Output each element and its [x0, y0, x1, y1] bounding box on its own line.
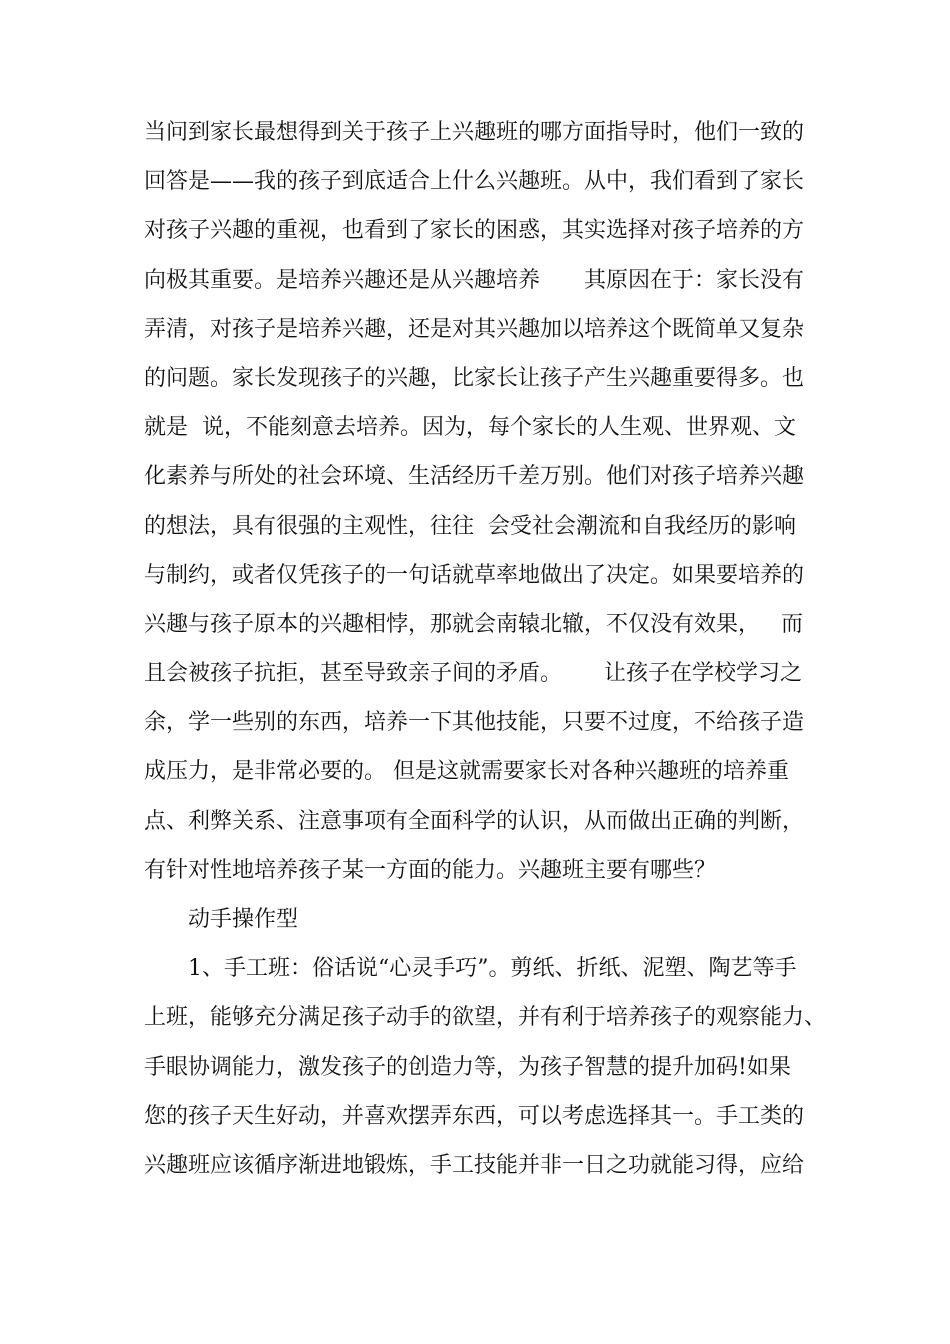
text-line: 的问题。家长发现孩子的兴趣，比家长让孩子产生兴趣重要得多。也 [144, 365, 805, 391]
text-line: 手眼协调能力，激发孩子的创造力等，为孩子智慧的提升加码!如果 [144, 1054, 791, 1080]
text-line: 弄清，对孩子是培养兴趣，还是对其兴趣加以培养这个既简单又复杂 [144, 316, 805, 342]
text-line: 且会被孩子抗拒，甚至导致亲子间的矛盾。 让孩子在学校学习之 [144, 661, 802, 687]
text-line: 您的孩子天生好动，并喜欢摆弄东西，可以考虑选择其一。手工类的 [144, 1103, 805, 1129]
text-line: 回答是——我的孩子到底适合上什么兴趣班。从中，我们看到了家长 [144, 169, 805, 195]
text-line: 兴趣与孩子原本的兴趣相悖，那就会南辕北辙，不仅没有效果， 而 [144, 611, 803, 637]
text-line: 兴趣班应该循序渐进地锻炼，手工技能并非一日之功就能习得，应给 [144, 1152, 805, 1178]
text-line: 当问到家长最想得到关于孩子上兴趣班的哪方面指导时，他们一致的 [144, 120, 805, 145]
text-line: 点、利弊关系、注意事项有全面科学的认识，从而做出正确的判断， [144, 808, 805, 834]
text-line: 向极其重要。是培养兴趣还是从兴趣培养 其原因在于：家长没有 [144, 267, 805, 293]
text-line: 成压力，是非常必要的。 但是这就需要家长对各种兴趣班的培养重 [144, 759, 789, 785]
text-line: 1、手工班：俗话说“心灵手巧”。剪纸、折纸、泥塑、陶艺等手 [188, 956, 797, 982]
text-line: 上班，能够充分满足孩子动手的欲望，并有利于培养孩子的观察能力、 [144, 1005, 827, 1031]
text-line: 就是 说，不能刻意去培养。因为，每个家长的人生观、世界观、文 [144, 415, 796, 441]
text-line: 与制约，或者仅凭孩子的一句话就草率地做出了决定。如果要培养的 [144, 562, 805, 588]
section-heading: 动手操作型 [188, 907, 299, 932]
text-line: 对孩子兴趣的重视，也看到了家长的困惑，其实选择对孩子培养的方 [144, 218, 805, 244]
text-line: 化素养与所处的社会环境、生活经历千差万别。他们对孩子培养兴趣 [144, 464, 805, 490]
text-line: 的想法，具有很强的主观性，往往 会受社会潮流和自我经历的影响 [144, 513, 796, 539]
text-line: 有针对性地培养孩子某一方面的能力。兴趣班主要有哪些？ [144, 857, 717, 883]
text-line: 余，学一些别的东西，培养一下其他技能，只要不过度，不给孩子造 [144, 710, 805, 736]
body-text [144, 108, 844, 1190]
